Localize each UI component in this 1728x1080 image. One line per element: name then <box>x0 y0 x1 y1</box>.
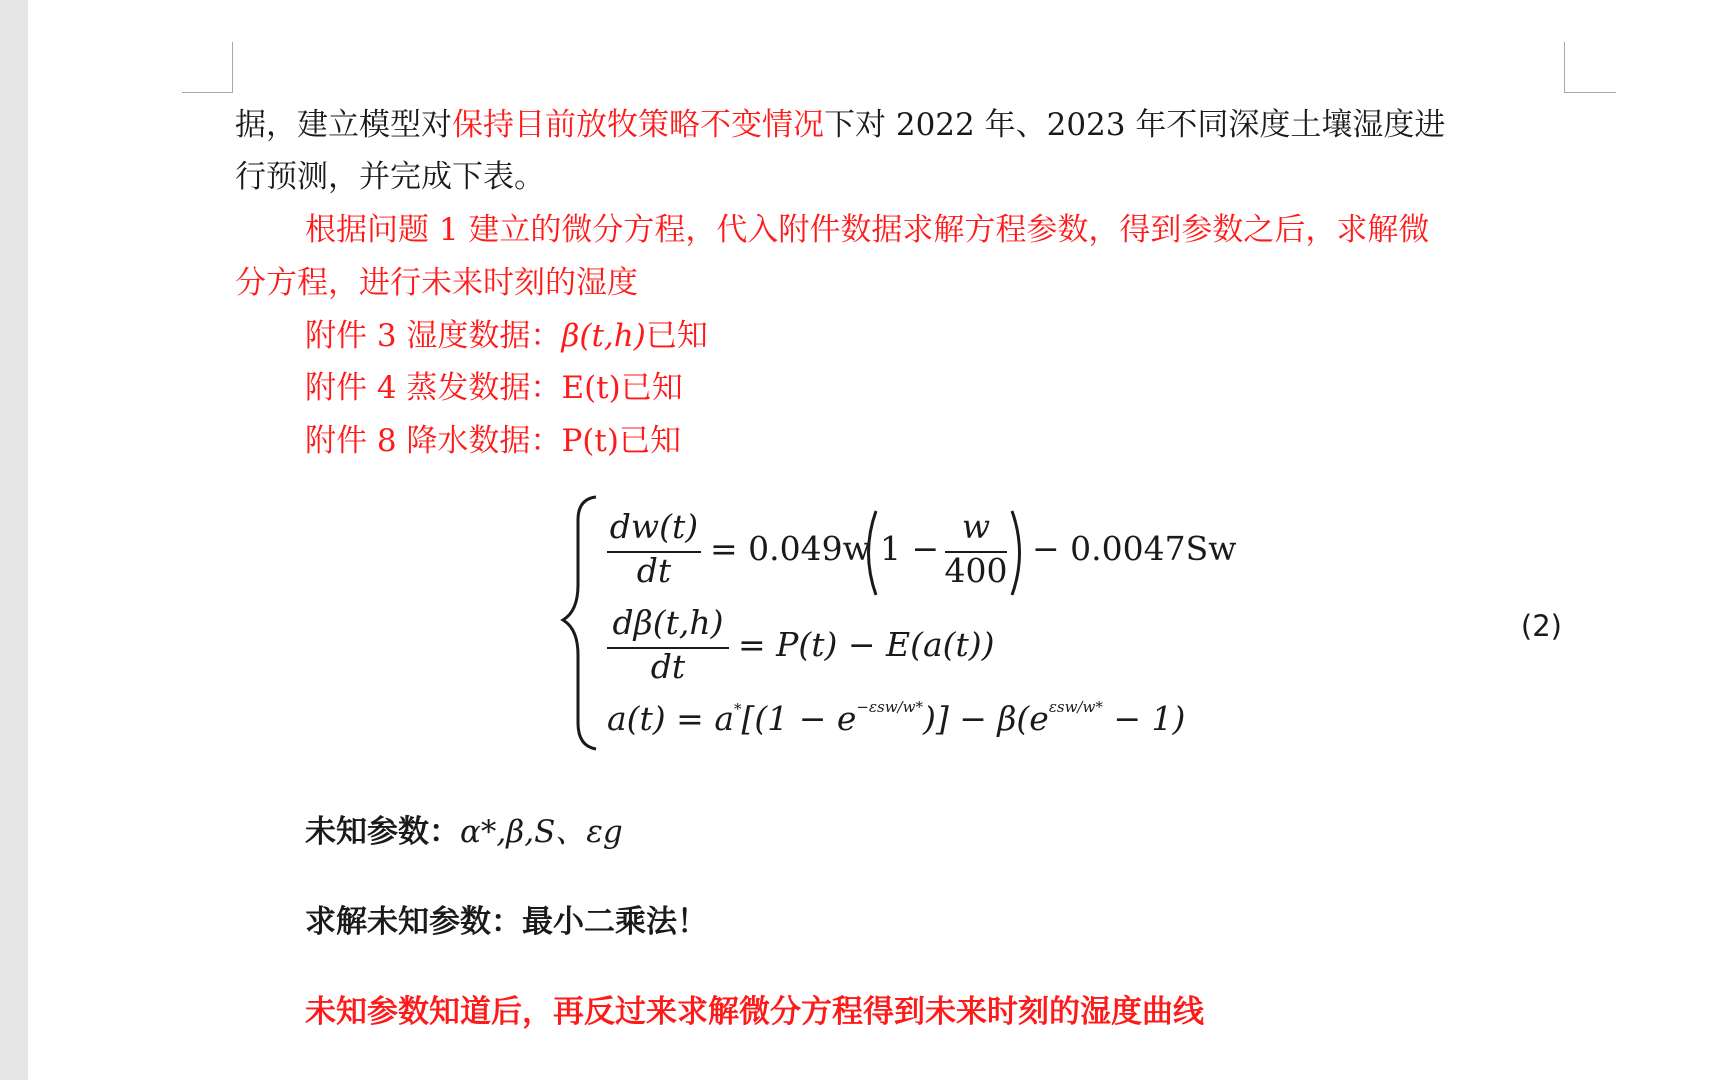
eq2-rhs: = P(t) − E(a(t)) <box>738 625 995 664</box>
eq3-part-b: [(1 − e <box>741 699 857 738</box>
eq1-inner-numerator: w <box>961 507 991 546</box>
attachment-4-symbol: E(t) <box>561 370 621 406</box>
paragraph-2-line-1: 根据问题 1 建立的微分方程，代入附件数据求解方程参数，得到参数之后，求解微 <box>305 212 1430 248</box>
paragraph-1-suffix: 下对 2022 年、2023 年不同深度土壤湿度进 <box>824 107 1446 143</box>
method-line: 求解未知参数：最小二乘法！ <box>305 904 708 940</box>
attachment-8-symbol: P(t) <box>561 423 619 459</box>
crop-mark-top-left-horizontal <box>182 92 233 93</box>
eq3-part-c: )] − β(e <box>922 699 1049 738</box>
window-edge <box>0 0 28 1080</box>
eq3-star: * <box>734 700 742 718</box>
eq1-fraction-numerator: dw(t) <box>609 507 699 546</box>
eq1-inner-denominator: 400 <box>944 551 1008 590</box>
attachment-4-line <box>305 366 683 410</box>
conclusion-line: 未知参数知道后，再反过来求解微分方程得到未来时刻的湿度曲线 <box>305 994 1204 1030</box>
unknowns-line <box>305 810 623 854</box>
attachment-8-line <box>305 419 681 463</box>
attachment-3-label: 附件 3 湿度数据： <box>305 318 562 354</box>
eq2-fraction-numerator: dβ(t,h) <box>612 603 724 642</box>
eq3-part-a: a(t) = a <box>607 699 734 738</box>
paragraph-2-line-2: 分方程，进行未来时刻的湿度 <box>235 265 638 301</box>
attachment-8-suffix: 已知 <box>618 423 681 459</box>
paragraph-1-highlight: 保持目前放牧策略不变情况 <box>452 107 824 143</box>
eq3-exponent-1: −εsw/w* <box>856 698 923 716</box>
crop-mark-top-right-horizontal <box>1564 92 1616 93</box>
crop-mark-top-right-vertical <box>1564 42 1565 92</box>
attachment-3-symbol: β(t,h) <box>561 318 646 354</box>
paragraph-1-line-1 <box>235 103 1445 147</box>
attachment-4-label: 附件 4 蒸发数据： <box>305 370 562 406</box>
unknowns-value: α*,β,S、εg <box>460 814 623 850</box>
equation-number: (2) <box>1520 609 1562 643</box>
eq1-inner-one-minus: 1 − <box>880 529 940 568</box>
paragraph-1-line-2: 行预测，并完成下表。 <box>235 159 545 195</box>
eq3-part-d: − 1) <box>1102 699 1186 738</box>
eq3-exponent-2: εsw/w* <box>1048 698 1103 716</box>
attachment-4-suffix: 已知 <box>620 370 683 406</box>
unknowns-label: 未知参数： <box>305 814 460 850</box>
attachment-3-suffix: 已知 <box>645 318 708 354</box>
eq1-rhs-tail: − 0.0047Sw <box>1032 529 1237 568</box>
eq1-fraction-denominator: dt <box>636 551 672 590</box>
crop-mark-top-left-vertical <box>232 42 233 92</box>
eq2-fraction-denominator: dt <box>650 647 686 686</box>
attachment-3-line <box>305 314 708 358</box>
eq1-rhs-coefficient: = 0.049w <box>710 529 871 568</box>
attachment-8-label: 附件 8 降水数据： <box>305 423 562 459</box>
paragraph-1-prefix: 据，建立模型对 <box>235 107 452 143</box>
